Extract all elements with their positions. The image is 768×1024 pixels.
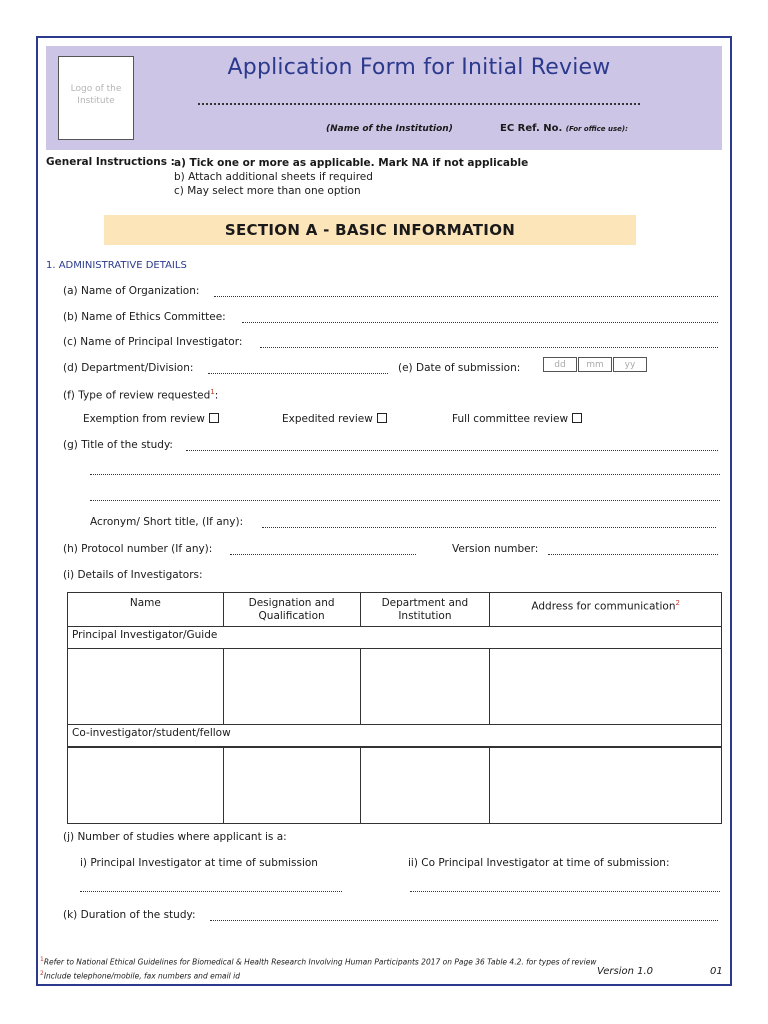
version-label-footer: Version 1.0	[597, 966, 654, 977]
co-investigator-row-label: Co-investigator/student/fellow	[68, 725, 722, 747]
investigators-table	[67, 592, 722, 824]
ec-label: (b) Name of Ethics Committee:	[63, 311, 226, 323]
expedited-option	[282, 413, 387, 425]
footnote-2-marker: 2	[40, 969, 44, 977]
date-year-box[interactable]: yy	[613, 357, 647, 372]
header-designation: Designation and Qualification	[223, 593, 360, 627]
investigators-label: (i) Details of Investigators:	[63, 569, 203, 581]
copi-count-input[interactable]	[410, 891, 720, 892]
table-row	[68, 649, 722, 725]
study-title-label: (g) Title of the study:	[63, 439, 173, 451]
study-title-input-line-2[interactable]	[90, 474, 720, 475]
general-instructions-list	[174, 156, 528, 198]
study-title-input[interactable]	[186, 450, 718, 451]
acronym-label: Acronym/ Short title, (If any):	[90, 516, 244, 528]
date-field	[543, 357, 648, 372]
protocol-input[interactable]	[230, 554, 416, 555]
table-cell[interactable]	[223, 649, 360, 725]
ec-ref-label: EC Ref. No.	[500, 123, 563, 134]
full-committee-checkbox[interactable]	[572, 413, 582, 423]
ec-ref-field[interactable]	[500, 123, 628, 134]
footnote-ref-2: 2	[675, 599, 680, 607]
pi-count-label: i) Principal Investigator at time of submission	[80, 857, 318, 869]
version-input[interactable]	[548, 554, 718, 555]
review-type-colon: :	[214, 389, 219, 402]
pi-input[interactable]	[260, 347, 718, 348]
general-instructions-label: General Instructions :	[46, 156, 175, 168]
footnote-ref-1: 1	[210, 388, 215, 396]
footnote-1	[40, 954, 596, 968]
institution-caption: (Name of the Institution)	[326, 124, 453, 134]
exemption-option	[83, 413, 219, 425]
instruction-item: b) Attach additional sheets if required	[174, 171, 373, 183]
pi-label: (c) Name of Principal Investigator:	[63, 336, 243, 348]
full-committee-option	[452, 413, 582, 425]
dept-input[interactable]	[208, 373, 388, 374]
duration-input[interactable]	[210, 920, 718, 921]
table-row	[68, 627, 722, 649]
table-header-row	[68, 593, 722, 627]
exemption-checkbox[interactable]	[209, 413, 219, 423]
pi-count-input[interactable]	[80, 891, 342, 892]
institution-name-field[interactable]	[198, 103, 640, 105]
form-title: Application Form for Initial Review	[227, 55, 611, 80]
pi-guide-row-label: Principal Investigator/Guide	[68, 627, 722, 649]
date-month-box[interactable]: mm	[578, 357, 612, 372]
protocol-label: (h) Protocol number (If any):	[63, 543, 213, 555]
header-address	[490, 593, 722, 627]
footnotes	[40, 954, 596, 981]
table-row	[68, 747, 722, 824]
ec-input[interactable]	[242, 322, 718, 323]
acronym-input[interactable]	[262, 527, 716, 528]
full-committee-label: Full committee review	[452, 413, 569, 425]
date-day-box[interactable]: dd	[543, 357, 577, 372]
num-studies-label: (j) Number of studies where applicant is a:	[63, 831, 287, 843]
footnote-2	[40, 968, 596, 982]
footnote-2-text: Include telephone/mobile, fax numbers and email id	[43, 971, 240, 980]
admin-details-heading: 1. ADMINISTRATIVE DETAILS	[46, 260, 187, 271]
table-cell[interactable]	[68, 649, 224, 725]
date-label: (e) Date of submission:	[398, 362, 521, 374]
org-input[interactable]	[214, 296, 718, 297]
section-title: SECTION A - BASIC INFORMATION	[104, 215, 636, 245]
header-department: Department and Institution	[360, 593, 490, 627]
dept-label: (d) Department/Division:	[63, 362, 194, 374]
page-number: 01	[710, 966, 723, 977]
footnote-1-marker: 1	[40, 956, 44, 963]
version-label: Version number:	[452, 543, 539, 555]
header-name: Name	[68, 593, 224, 627]
footnote-1-text: Refer to National Ethical Guidelines for Biomedical & Health Research Involving Human Participants 2017 on Page 36 Table 4.2. for types of review	[43, 957, 597, 967]
table-cell[interactable]	[68, 747, 224, 824]
review-type-label: (f) Type of review requested	[63, 389, 211, 402]
table-cell[interactable]	[490, 747, 722, 824]
table-cell[interactable]	[490, 649, 722, 725]
review-type-heading	[63, 388, 218, 402]
table-row	[68, 725, 722, 747]
expedited-checkbox[interactable]	[377, 413, 387, 423]
table-cell[interactable]	[223, 747, 360, 824]
duration-label: (k) Duration of the study:	[63, 909, 196, 921]
copi-count-label: ii) Co Principal Investigator at time of submission:	[408, 857, 670, 869]
org-label: (a) Name of Organization:	[63, 285, 200, 297]
exemption-label: Exemption from review	[83, 413, 205, 425]
expedited-label: Expedited review	[282, 413, 373, 425]
table-cell[interactable]	[360, 747, 490, 824]
table-cell[interactable]	[360, 649, 490, 725]
institute-logo-placeholder: Logo of the Institute	[58, 56, 134, 140]
header-address-text: Address for communication	[531, 600, 676, 613]
instruction-item: c) May select more than one option	[174, 185, 361, 197]
ec-ref-note: (For office use):	[565, 125, 628, 133]
instruction-item: a) Tick one or more as applicable. Mark NA if not applicable	[174, 157, 529, 169]
study-title-input-line-3[interactable]	[90, 500, 720, 501]
